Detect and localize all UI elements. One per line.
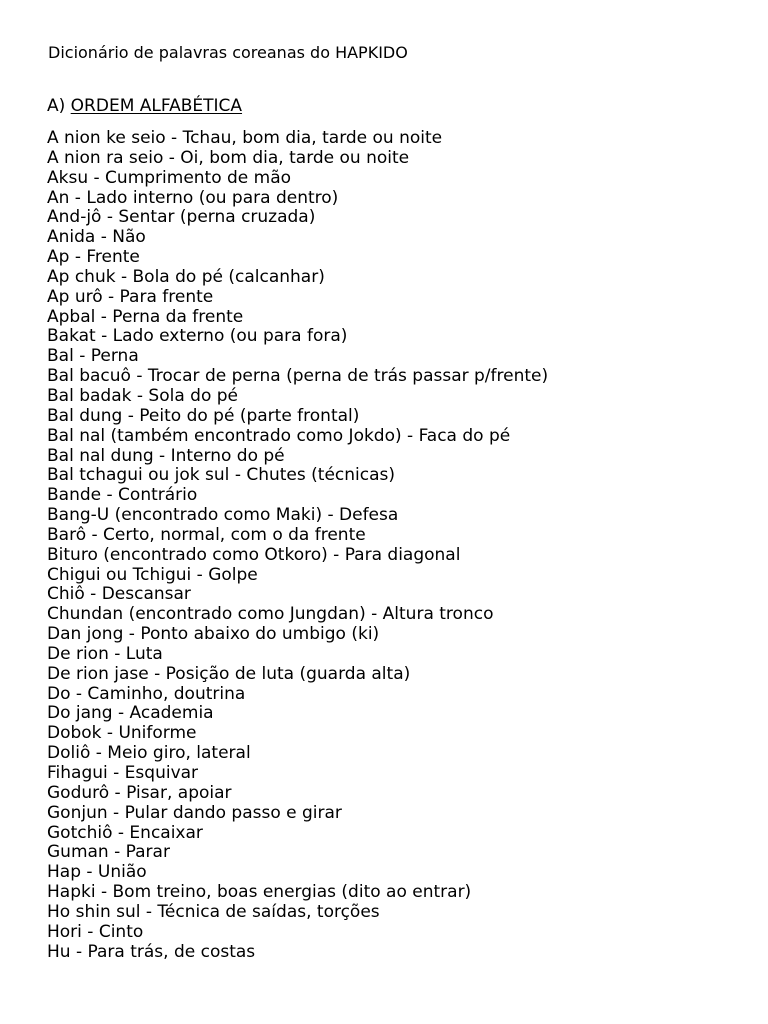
glossary-entry: Gotchiô - Encaixar (47, 822, 203, 843)
glossary-entry: Do - Caminho, doutrina (47, 683, 246, 704)
glossary-entry: Do jang - Academia (47, 703, 214, 724)
glossary-entry: Bal nal dung - Interno do pé (47, 445, 285, 466)
glossary-entry: Anida - Não (47, 227, 146, 248)
glossary-entry: Chiô - Descansar (47, 584, 191, 605)
section-label: ORDEM ALFABÉTICA (70, 96, 243, 116)
glossary-entry: Doliô - Meio giro, lateral (47, 743, 251, 764)
glossary-entry: Chundan (encontrado como Jungdan) - Altura tronco (47, 604, 494, 625)
glossary-entry: Dobok - Uniforme (47, 723, 197, 744)
glossary-entry: Dan jong - Ponto abaixo do umbigo (ki) (47, 624, 380, 645)
glossary-entry: Gonjun - Pular dando passo e girar (47, 802, 342, 823)
glossary-entry: Bande - Contrário (47, 485, 198, 506)
glossary-list (47, 129, 548, 962)
glossary-entry: Hori - Cinto (47, 921, 144, 942)
glossary-entry: Hap - União (47, 862, 147, 883)
section-heading (47, 95, 242, 117)
glossary-entry: An - Lado interno (ou para dentro) (47, 187, 339, 208)
glossary-entry: Apbal - Perna da frente (47, 306, 244, 327)
section-prefix: A) (47, 96, 71, 116)
glossary-entry: A nion ke seio - Tchau, bom dia, tarde ou noite (47, 128, 443, 148)
glossary-entry: Bang-U (encontrado como Maki) - Defesa (47, 505, 399, 526)
glossary-entry: Bal nal (também encontrado como Jokdo) - Faca do pé (47, 425, 511, 446)
glossary-entry: Bal - Perna (47, 346, 139, 367)
glossary-entry: Ap chuk - Bola do pé (calcanhar) (47, 266, 325, 287)
glossary-entry: Bakat - Lado externo (ou para fora) (47, 326, 348, 347)
glossary-entry: Fihagui - Esquivar (47, 763, 199, 783)
document-title: Dicionário de palavras coreanas do HAPKIDO (48, 43, 408, 62)
glossary-entry: And-jô - Sentar (perna cruzada) (47, 207, 316, 228)
glossary-entry: Bal dung - Peito do pé (parte frontal) (47, 405, 360, 426)
glossary-entry: Ap urô - Para frente (47, 286, 214, 307)
glossary-entry: Hapki - Bom treino, boas energias (dito ao entrar) (47, 882, 472, 903)
glossary-entry: A nion ra seio - Oi, bom dia, tarde ou noite (47, 147, 410, 168)
glossary-entry: De rion jase - Posição de luta (guarda alta) (47, 663, 411, 684)
glossary-entry: Bal badak - Sola do pé (47, 385, 238, 406)
glossary-entry: Godurô - Pisar, apoiar (47, 782, 232, 803)
glossary-entry: Hu - Para trás, de costas (47, 941, 256, 962)
glossary-entry: Bituro (encontrado como Otkoro) - Para diagonal (47, 544, 461, 565)
glossary-entry: Ap - Frente (47, 247, 140, 268)
glossary-entry: Bal bacuô - Trocar de perna (perna de trás passar p/frente) (47, 366, 549, 387)
glossary-entry: Guman - Parar (47, 842, 170, 863)
glossary-entry: De rion - Luta (47, 643, 163, 664)
glossary-entry: Chigui ou Tchigui - Golpe (47, 564, 258, 585)
glossary-entry: Ho shin sul - Técnica de saídas, torções (47, 901, 380, 922)
glossary-entry: Barô - Certo, normal, com o da frente (47, 524, 366, 545)
glossary-entry: Aksu - Cumprimento de mão (47, 167, 292, 188)
glossary-entry: Bal tchagui ou jok sul - Chutes (técnicas) (47, 465, 396, 486)
